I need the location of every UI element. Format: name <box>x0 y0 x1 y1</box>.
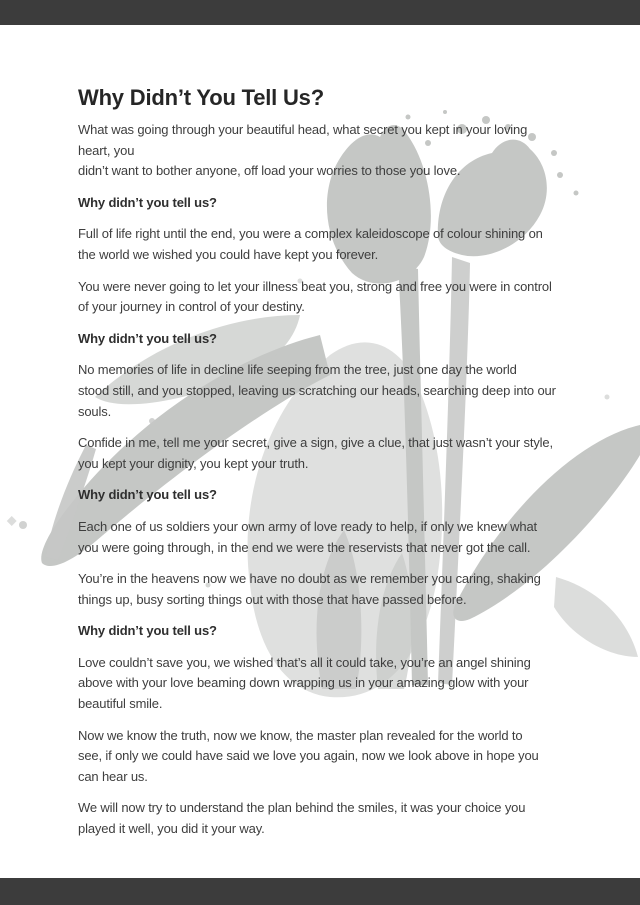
poem-paragraph <box>78 726 580 788</box>
text-line: Now we know the truth, now we know, the master plan revealed for the world to <box>78 727 523 743</box>
poem-paragraph <box>78 120 580 182</box>
poem-blocks <box>78 120 580 840</box>
refrain-heading <box>78 621 580 642</box>
poem-paragraph <box>78 798 580 839</box>
text-line: Why didn’t you tell us? <box>78 623 217 639</box>
text-line: you were going through, in the end we were the reservists that never got the call. <box>78 539 531 555</box>
text-line: beautiful smile. <box>78 696 163 712</box>
text-line: Full of life right until the end, you were a complex kaleidoscope of colour shining on <box>78 226 543 242</box>
text-line: Why didn’t you tell us? <box>78 487 217 503</box>
poem-paragraph <box>78 277 580 318</box>
text-line: can hear us. <box>78 768 148 784</box>
text-line: You’re in the heavens now we have no doubt as we remember you caring, shaking <box>78 571 541 587</box>
text-line: Love couldn’t save you, we wished that’s all it could take, you’re an angel shining <box>78 654 531 670</box>
text-line: souls. <box>78 403 112 419</box>
text-line: Confide in me, tell me your secret, give a sign, give a clue, that just wasn’t your style, <box>78 435 553 451</box>
text-line: No memories of life in decline life seeping from the tree, just one day the world <box>78 362 517 378</box>
refrain-heading <box>78 329 580 350</box>
text-line: Why didn’t you tell us? <box>78 194 217 210</box>
refrain-heading <box>78 193 580 214</box>
text-line: of your journey in control of your destiny. <box>78 299 305 315</box>
poem-paragraph <box>78 569 580 610</box>
refrain-heading <box>78 485 580 506</box>
text-line: things up, busy sorting things out with those that have passed before. <box>78 591 467 607</box>
text-line: heart, you <box>78 142 135 158</box>
poem-paragraph <box>78 517 580 558</box>
text-line: stood still, and you stopped, leaving us scratching our heads, searching deep into our <box>78 382 556 398</box>
text-line: played it well, you did it your way. <box>78 821 265 837</box>
text-line: What was going through your beautiful head, what secret you kept in your loving <box>78 122 528 137</box>
poem-paragraph <box>78 224 580 265</box>
text-line: see, if only we could have said we love you again, now we look above in hope you <box>78 748 539 764</box>
letterbox-bottom <box>0 878 640 905</box>
text-line: Why didn’t you tell us? <box>78 330 217 346</box>
text-line: We will now try to understand the plan behind the smiles, it was your choice you <box>78 800 526 816</box>
poem-paragraph <box>78 433 580 474</box>
document-page <box>0 25 640 878</box>
text-line: You were never going to let your illness beat you, strong and free you were in control <box>78 278 552 294</box>
text-line: you kept your dignity, you kept your truth. <box>78 455 309 471</box>
page-title: Why Didn’t You Tell Us? <box>78 85 324 110</box>
letterbox-top <box>0 0 640 25</box>
text-line: Each one of us soldiers your own army of love ready to help, if only we knew what <box>78 518 537 534</box>
poem-paragraph <box>78 653 580 715</box>
text-line: didn’t want to bother anyone, off load your worries to those you love. <box>78 163 461 179</box>
poem-content <box>0 25 640 840</box>
text-line: above with your love beaming down wrapping us in your amazing glow with your <box>78 675 529 691</box>
poem-paragraph <box>78 360 580 422</box>
text-line: the world we wished you could have kept you forever. <box>78 246 379 262</box>
